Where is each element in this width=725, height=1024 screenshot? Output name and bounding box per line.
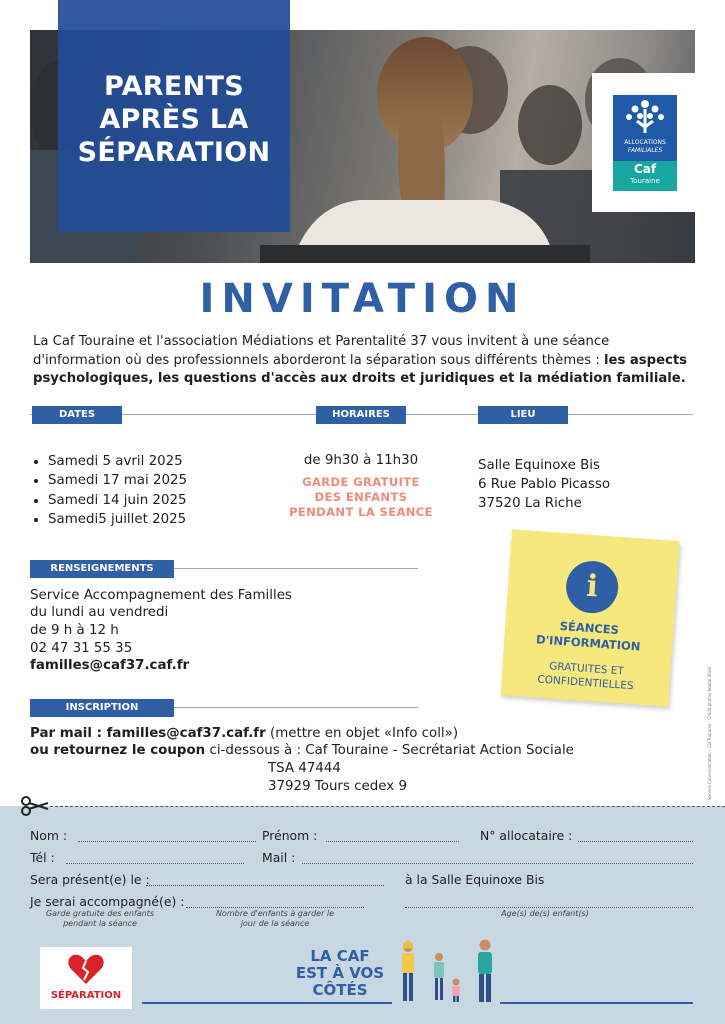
intro-text: [33, 333, 698, 389]
lieu-line-2: 6 Rue Pablo Picasso: [478, 477, 611, 492]
hero-title-line-1: PARENTS: [103, 71, 244, 102]
separation-badge: [40, 947, 132, 1009]
logo-line-1: ALLOCATIONS: [624, 139, 666, 146]
mail-label: Mail :: [262, 850, 296, 865]
logo-region: Touraine: [630, 177, 660, 185]
date-item: • Samedi 5 avril 2025: [48, 452, 270, 471]
dates-label: DATES: [32, 406, 122, 424]
tel-field[interactable]: [66, 851, 244, 864]
hint-garde-2: pendant la séance: [63, 919, 137, 928]
note-line-4: CONFIDENTIELLES: [537, 673, 634, 693]
date-item: • Samedi5 juillet 2025: [48, 510, 270, 529]
lieu-line-3: 37520 La Riche: [478, 496, 582, 511]
hint-age: Age(s) de(s) enfant(s): [501, 909, 589, 918]
cut-line: [50, 806, 725, 807]
renseignements-label: RENSEIGNEMENTS: [30, 560, 174, 578]
present-date-field[interactable]: [146, 873, 384, 886]
horaires-label: HORAIRES: [316, 406, 406, 424]
lieu-label: LIEU: [478, 406, 568, 424]
logo-brand: Caf: [633, 162, 657, 176]
renseignements-line-1: Service Accompagnement des Familles: [30, 588, 292, 603]
caf-logo-emblem: [613, 95, 677, 161]
logo-line-2: FAMILIALES: [627, 147, 663, 154]
nom-label: Nom :: [30, 828, 68, 843]
family-tree-icon: [613, 95, 677, 137]
hint-nombre-1: Nombre d'enfants à garder le: [215, 909, 335, 918]
date-item: • Samedi 14 juin 2025: [48, 491, 270, 510]
renseignements-line-2: du lundi au vendredi: [30, 605, 169, 620]
tel-label: Tél :: [30, 850, 55, 865]
date-item: • Samedi 17 mai 2025: [48, 471, 270, 490]
broken-heart-icon: [68, 953, 104, 985]
hint-nombre-2: jour de la séance: [240, 919, 310, 928]
intro-bold: les aspects psychologiques, les questions d'accès aux droits et juridiques et la médiation familiale.: [33, 352, 688, 386]
hero-title-line-2: APRÈS LA: [99, 104, 249, 135]
caf-logo-brand: [613, 161, 677, 191]
inscription-address-1: TSA 47444: [268, 761, 341, 776]
inscription-coupon-rest: ci-dessous à : Caf Touraine - Secrétariat Action Sociale: [205, 743, 574, 758]
present-label: Sera présent(e) le :: [30, 872, 150, 887]
inscription-mail-prefix: Par mail :: [30, 726, 107, 741]
slogan-line-3: CÔTÉS: [312, 981, 368, 999]
invitation-heading: INVITATION: [199, 276, 526, 322]
note-line-2: D'INFORMATION: [535, 632, 641, 654]
slogan-line-1: LA CAF: [310, 947, 370, 965]
footer-line-right: [500, 1002, 693, 1004]
dates-list: [30, 452, 270, 530]
inscription-email[interactable]: familles@caf37.caf.fr: [106, 726, 266, 741]
renseignements-phone: 02 47 31 55 35: [30, 641, 133, 656]
note-line-3: GRATUITES ET: [548, 660, 625, 678]
lieu-line-1: Salle Equinoxe Bis: [478, 458, 600, 473]
intro-plain: La Caf Touraine et l'association Médiations et Parentalité 37 vous invitent à une séance d'information où des professionnels aborderont la séparation sous différents thèmes :: [33, 334, 610, 368]
allocataire-field[interactable]: [578, 829, 693, 842]
note-line-1: SÉANCES: [559, 618, 620, 638]
garde-line-3: PENDANT LA SEANCE: [289, 505, 433, 519]
prenom-field[interactable]: [326, 829, 459, 842]
children-count-field[interactable]: [186, 895, 364, 908]
inscription-coupon-bold: ou retournez le coupon: [30, 743, 206, 758]
slogan-line-2: EST À VOS: [295, 964, 385, 982]
hint-garde-1: Garde gratuite des enfants: [45, 909, 155, 918]
salle-label: à la Salle Equinoxe Bis: [405, 872, 545, 887]
allocataire-label: N° allocataire :: [480, 828, 573, 843]
info-icon: i: [564, 559, 620, 615]
hero-title-line-3: SÉPARATION: [77, 137, 271, 168]
inscription-address-2: 37929 Tours cedex 9: [268, 779, 407, 794]
nom-field[interactable]: [78, 829, 256, 842]
renseignements-line-3: de 9 h à 12 h: [30, 623, 119, 638]
prenom-label: Prénom :: [262, 828, 318, 843]
inscription-mail-line: [30, 725, 590, 744]
garde-line-2: DES ENFANTS: [314, 490, 408, 504]
separation-label: SÉPARATION: [50, 990, 122, 1001]
footer-line-left: [142, 1002, 392, 1004]
children-age-field[interactable]: [405, 895, 693, 908]
horaires-time: de 9h30 à 11h30: [303, 453, 419, 468]
inscription-label: INSCRIPTION: [30, 699, 174, 717]
renseignements-email[interactable]: familles@caf37.caf.fr: [30, 658, 190, 673]
photo-credit: Service Communication - Caf Touraine - Crédit photos Adobe Stock: [707, 666, 712, 800]
info-sticky-note: [500, 529, 679, 706]
garde-line-1: GARDE GRATUITE: [302, 475, 420, 489]
inscription-mail-suffix: (mettre en objet «Info coll»): [265, 726, 459, 741]
inscription-coupon-line: [30, 742, 630, 761]
mail-field[interactable]: [302, 851, 693, 864]
accompagne-label: Je serai accompagné(e) :: [30, 894, 185, 909]
scissors-icon: [20, 796, 50, 816]
family-illustration: [396, 938, 500, 1008]
